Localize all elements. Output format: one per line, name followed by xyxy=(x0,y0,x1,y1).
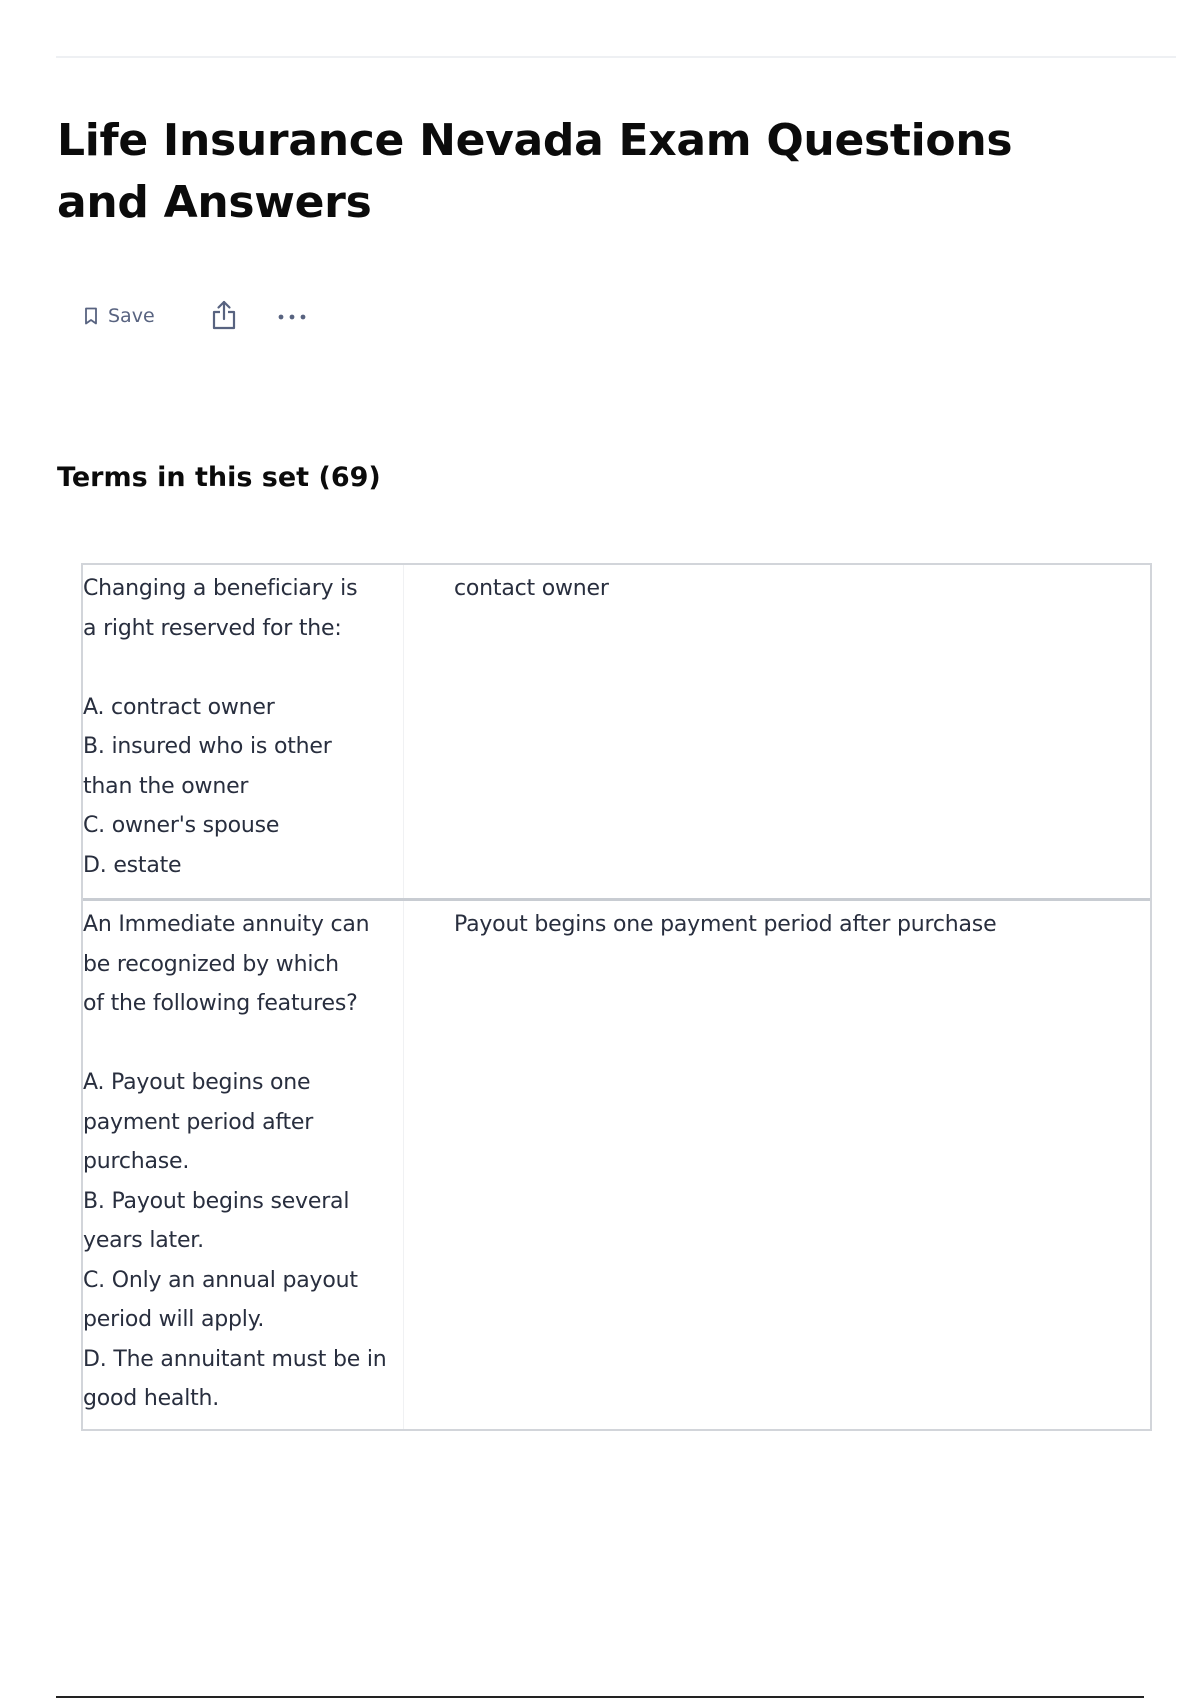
top-divider xyxy=(56,56,1176,58)
more-options-button[interactable] xyxy=(277,309,307,324)
bookmark-icon xyxy=(84,307,98,325)
share-button[interactable] xyxy=(211,300,237,333)
term-cell: An Immediate annuity can be recognized by which of the following features? A. Payout begins one payment period after purchase. B. Payout begins several years later. C. Only an annual payout period will apply. D. The annuitant must be in good health. xyxy=(83,901,404,1429)
definition-cell: Payout begins one payment period after purchase xyxy=(454,912,997,937)
page-title: Life Insurance Nevada Exam Questions and Answers xyxy=(57,115,1013,228)
terms-heading: Terms in this set (69) xyxy=(57,462,381,493)
save-label: Save xyxy=(108,305,155,327)
definition-cell: contact owner xyxy=(454,576,609,601)
set-toolbar xyxy=(84,296,307,336)
term-cell: Changing a beneficiary is a right reserved for the: A. contract owner B. insured who is other than the owner C. owner's spouse D. estate xyxy=(83,565,404,898)
more-icon xyxy=(277,309,307,324)
terms-table xyxy=(81,563,1152,1431)
save-button[interactable] xyxy=(84,305,155,327)
table-row xyxy=(83,901,1150,1429)
share-icon xyxy=(211,300,237,333)
bottom-divider xyxy=(56,1696,1144,1698)
table-row xyxy=(83,565,1150,901)
